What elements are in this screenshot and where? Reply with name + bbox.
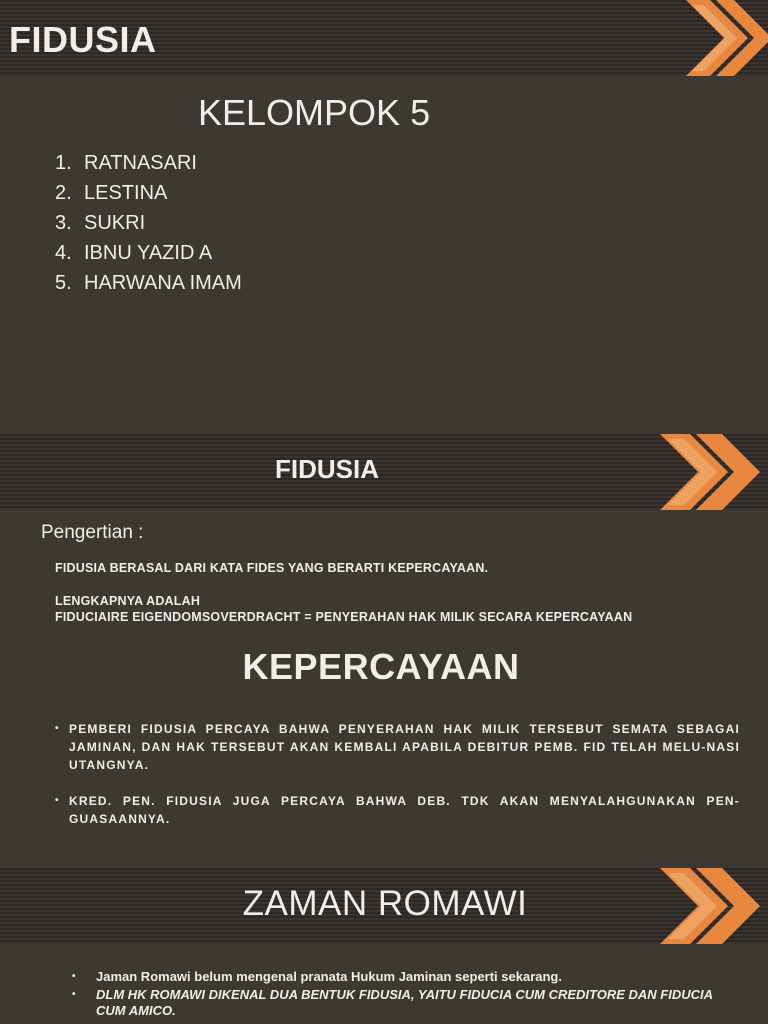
- group-heading: KELOMPOK 5: [198, 92, 431, 133]
- slide-3-title: KEPERCAYAAN: [242, 646, 520, 687]
- roman-bullets: [72, 969, 732, 1021]
- definition-line: FIDUSIA BERASAL DARI KATA FIDES YANG BERARTI KEPERCAYAAN.: [55, 561, 489, 575]
- list-number: 4.: [55, 242, 72, 264]
- definition-line: LENGKAPNYA ADALAH: [55, 593, 201, 608]
- list-number: 3.: [55, 212, 72, 234]
- bullet-icon: •: [55, 723, 60, 734]
- list-item: [72, 969, 732, 985]
- slide-4-title: ZAMAN ROMAWI: [242, 884, 528, 923]
- member-name: LESTINA: [84, 182, 168, 204]
- list-number: 2.: [55, 182, 72, 204]
- slide-1: [0, 0, 768, 430]
- slide-1-title: FIDUSIA: [9, 19, 157, 60]
- list-item: [55, 792, 740, 828]
- list-number: 1.: [55, 152, 72, 174]
- slide-2-title: FIDUSIA: [275, 454, 379, 484]
- chevron-decoration-icon: [660, 434, 768, 510]
- list-item: [55, 268, 242, 298]
- list-number: 5.: [55, 272, 72, 294]
- bullet-icon: •: [72, 971, 76, 982]
- definition-text: [55, 560, 632, 626]
- bullet-icon: •: [55, 795, 60, 806]
- list-item: [55, 208, 242, 238]
- definition-label: Pengertian :: [41, 522, 144, 543]
- bullet-text: Jaman Romawi belum mengenal pranata Hukum Jaminan seperti sekarang.: [96, 969, 562, 984]
- member-name: SUKRI: [84, 212, 146, 234]
- list-item: [72, 987, 732, 1019]
- list-item: [55, 148, 242, 178]
- bullet-text: KRED. PEN. FIDUSIA JUGA PERCAYA BAHWA DEB. TDK AKAN MENYALAHGUNAKAN PEN-GUASAANNYA.: [69, 794, 740, 826]
- list-item: [55, 178, 242, 208]
- list-item: [55, 238, 242, 268]
- bullet-text: PEMBERI FIDUSIA PERCAYA BAHWA PENYERAHAN HAK MILIK TERSEBUT SEMATA SEBAGAI JAMINAN, DAN HAK TERSEBUT AKAN KEMBALI APABILA DEBITUR PEMB. FID TELAH MELU-NASI UTANGNYA.: [69, 722, 740, 772]
- member-name: HARWANA IMAM: [84, 272, 242, 294]
- bullet-text: DLM HK ROMAWI DIKENAL DUA BENTUK FIDUSIA, YAITU FIDUCIA CUM CREDITORE DAN FIDUCIA CUM AMICO.: [96, 987, 713, 1018]
- list-item: [55, 720, 740, 774]
- member-name: RATNASARI: [84, 152, 197, 174]
- member-name: IBNU YAZID A: [84, 242, 213, 264]
- bullet-icon: •: [72, 989, 76, 1000]
- trust-bullets: [55, 720, 740, 846]
- definition-line: FIDUCIAIRE EIGENDOMSOVERDRACHT = PENYERAHAN HAK MILIK SECARA KEPERCAYAAN: [55, 610, 633, 624]
- member-list: [55, 148, 242, 298]
- chevron-decoration-icon: [686, 0, 768, 76]
